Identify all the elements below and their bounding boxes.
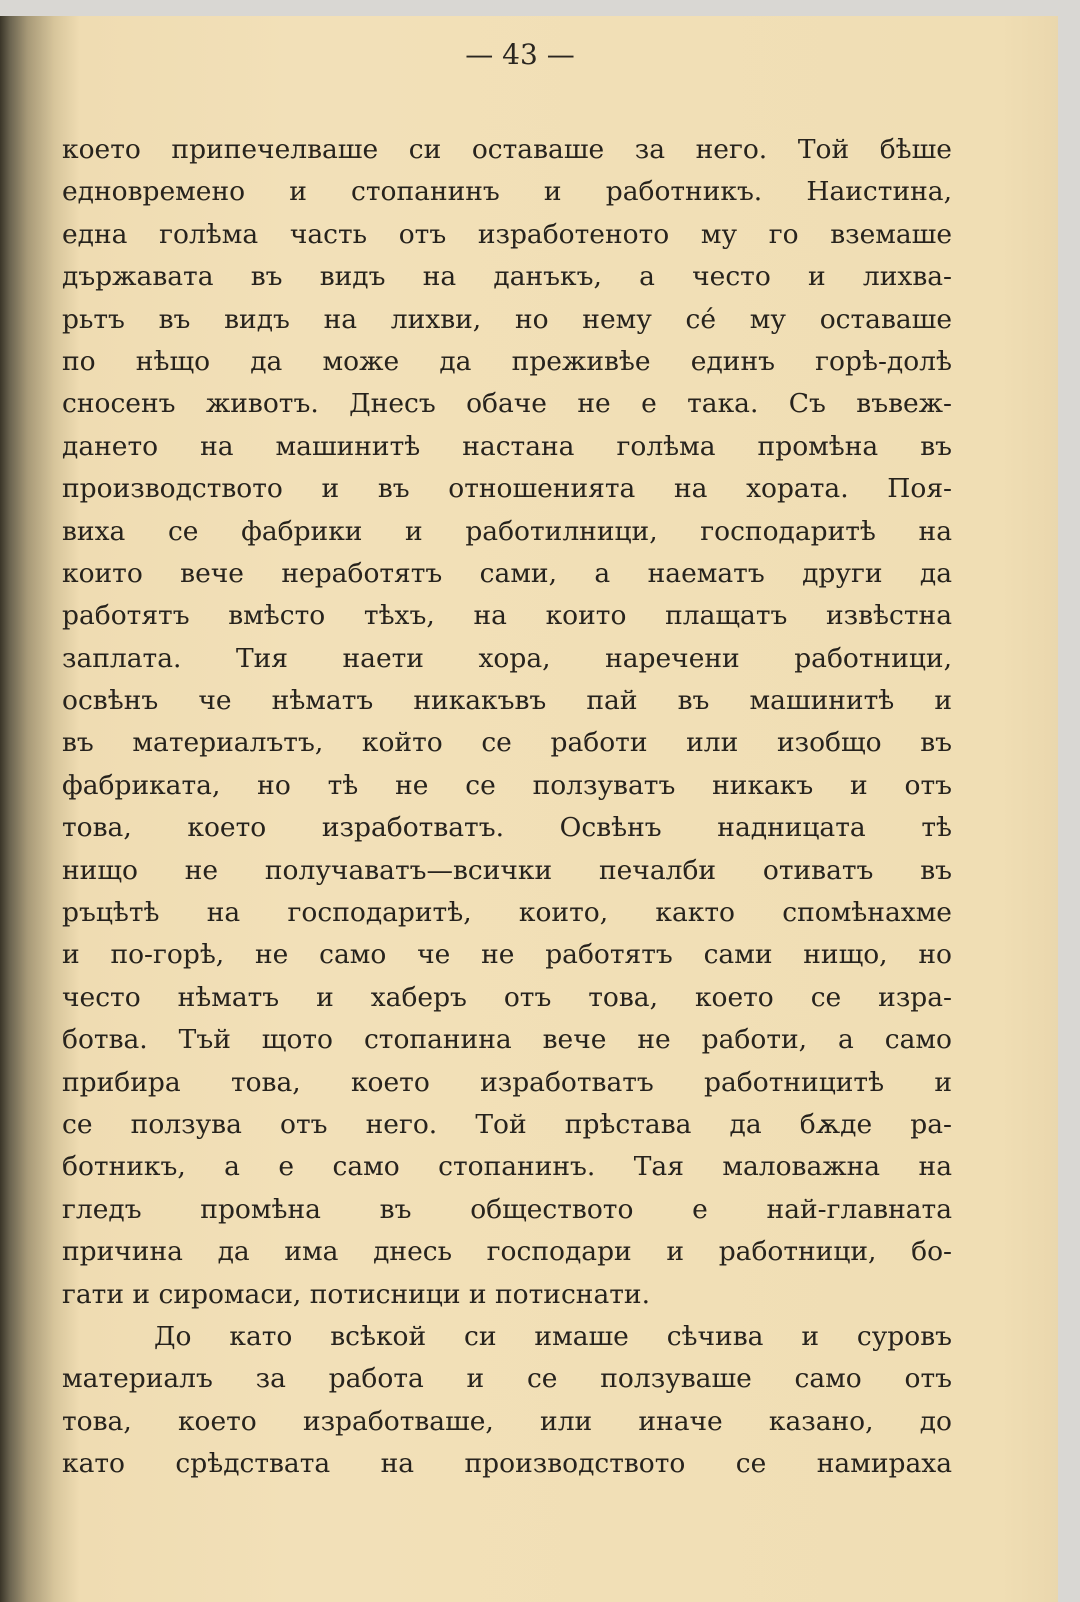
text-line: нищо не получаватъ—всички печалби отиватъ въ — [62, 854, 952, 886]
text-line: едновремено и стопанинъ и работникъ. Наистина, — [62, 176, 952, 208]
text-line: дането на машинитѣ настана голѣма промѣна въ — [62, 430, 952, 462]
text-line: които вече неработятъ сами, а наематъ други да — [62, 557, 952, 589]
text-line: производството и въ отношенията на хората. Поя- — [62, 473, 952, 505]
text-line: това, което изработваше, или иначе казано, до — [62, 1405, 952, 1437]
text-line: което припечелваше си оставаше за него. Той бѣше — [62, 134, 952, 165]
book-page — [0, 16, 1058, 1602]
text-line: освѣнъ че нѣматъ никакъвъ пай въ машинитѣ и — [62, 685, 952, 717]
text-line: До като всѣкой си имаше сѣчива и суровъ — [154, 1320, 952, 1352]
text-line: ръцѣтѣ на господаритѣ, които, както спомѣнахме — [62, 897, 952, 929]
page-text — [62, 129, 952, 1486]
text-line: държавата въ видъ на данъкъ, а често и лихва- — [62, 261, 952, 293]
text-line: въ материалътъ, който се работи или изобщо въ — [62, 727, 952, 759]
text-line: виха се фабрики и работилници, господаритѣ на — [62, 515, 952, 547]
text-line: по нѣщо да може да преживѣе единъ горѣ-долѣ — [62, 345, 952, 377]
text-line: една голѣма часть отъ изработеното му го вземаше — [62, 218, 952, 250]
page-number: — 43 — — [465, 38, 575, 71]
text-line: причина да има днесь господари и работници, бо- — [62, 1236, 952, 1268]
text-line: материалъ за работа и се ползуваше само отъ — [62, 1363, 952, 1395]
text-line: ботва. Тъй щото стопанина вече не работи, а само — [62, 1024, 952, 1056]
text-line: гледъ промѣна въ обществото е най-главната — [62, 1193, 952, 1225]
text-line: често нѣматъ и хаберъ отъ това, което се изра- — [62, 981, 952, 1013]
text-line: фабриката, но тѣ не се ползуватъ никакъ и отъ — [62, 769, 952, 801]
text-line: това, което изработватъ. Освѣнъ надницата тѣ — [62, 812, 952, 844]
text-line: се ползува отъ него. Той прѣстава да бѫде ра- — [62, 1108, 952, 1140]
text-line: сносенъ животъ. Днесъ обаче не е така. Съ въвеж- — [62, 388, 952, 420]
text-line: и по-горѣ, не само че не работятъ сами нищо, но — [62, 939, 952, 971]
text-line: заплата. Тия наети хора, наречени работници, — [62, 642, 952, 674]
text-line: ботникъ, а е само стопанинъ. Тая маловажна на — [62, 1151, 952, 1183]
text-line: прибира това, което изработватъ работницитѣ и — [62, 1066, 952, 1098]
text-line: рьтъ въ видъ на лихви, но нему се́ му оставаше — [62, 303, 952, 335]
text-line: като срѣдствата на производството се намираха — [62, 1448, 952, 1480]
text-line: работятъ вмѣсто тѣхъ, на които плащатъ извѣстна — [62, 600, 952, 632]
text-line: гати и сиромаси, потисници и потиснати. — [62, 1278, 651, 1310]
